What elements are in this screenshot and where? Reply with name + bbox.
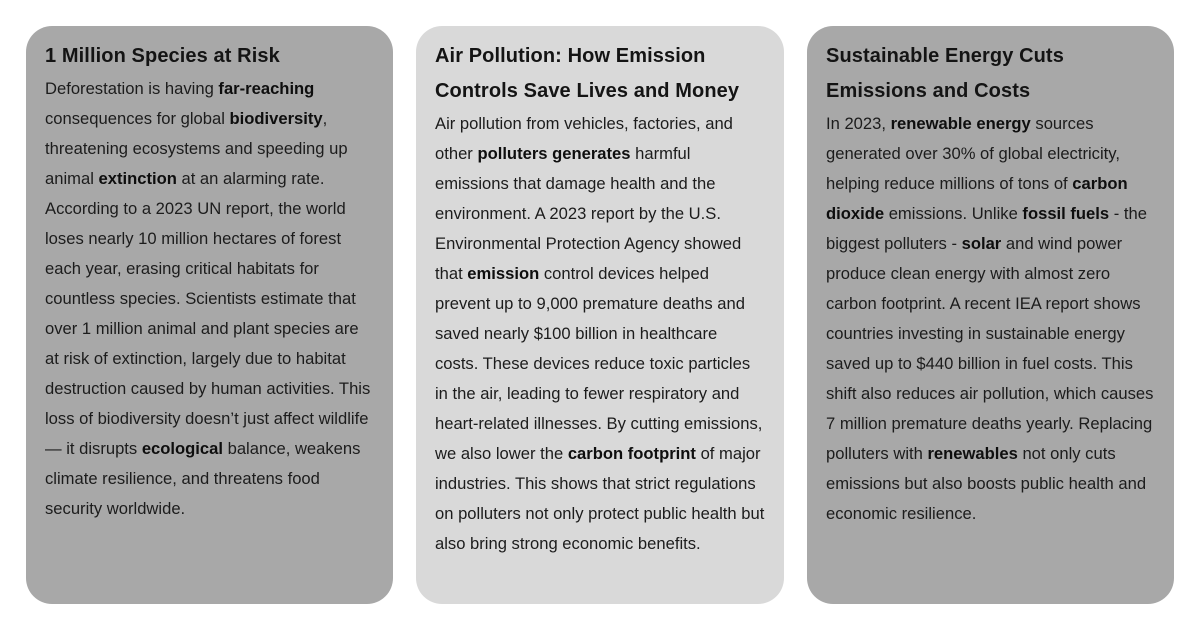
body-text: - the biggest polluters - [826,204,1147,253]
card-sustainable-energy [807,26,1174,604]
card-title: 1 Million Species at Risk [45,45,280,67]
highlighted-term: far-reaching [218,79,315,98]
body-text: , threatening ecosystems and speeding up animal [45,109,348,188]
highlighted-term: carbon dioxide [826,174,1128,223]
card-body [826,109,1155,529]
body-text: consequences for global [45,109,230,128]
highlighted-term: solar [961,234,1002,253]
body-text: balance, weakens climate resilience, and threatens food security worldwide. [45,439,361,518]
body-text: sources generated over 30% of global electricity, helping reduce millions of tons of [826,114,1120,193]
highlighted-term: carbon footprint [567,444,696,463]
body-text: of major industries. This shows that strict regulations on polluters not only protect public health but also bring strong economic benefits. [435,444,765,553]
body-text: harmful emissions that damage health and the environment. A 2023 report by the U.S. Environmental Protection Agency showed that [435,144,742,283]
body-text: emissions. Unlike [884,204,1023,223]
card-body [45,74,374,524]
body-text: Deforestation is having [45,79,219,98]
body-text: Air pollution from vehicles, factories, and other [435,114,733,163]
highlighted-term: biodiversity [229,109,323,128]
highlighted-term: fossil fuels [1022,204,1110,223]
body-text: and wind power produce clean energy with almost zero carbon footprint. A recent IEA report shows countries investing in sustainable energy saved up to $440 billion in fuel costs. This shift also reduces air pollution, which causes 7 million premature deaths yearly. Replacing polluters with [826,234,1154,463]
card-species-at-risk [26,26,393,604]
highlighted-term: emission [467,264,540,283]
highlighted-term: renewables [927,444,1018,463]
card-title: Air Pollution: How Emission Controls Save Lives and Money [435,45,740,102]
card-body [435,109,765,559]
card-air-pollution [416,26,784,604]
highlighted-term: ecological [141,439,223,458]
highlighted-term: renewable energy [890,114,1031,133]
body-text: In 2023, [826,114,891,133]
body-text: control devices helped prevent up to 9,000 premature deaths and saved nearly $100 billion in healthcare costs. These devices reduce toxic particles in the air, leading to fewer respiratory and heart-related illnesses. By cutting emissions, we also lower the [435,264,763,463]
highlighted-term: extinction [98,169,177,188]
card-title: Sustainable Energy Cuts Emissions and Costs [826,45,1064,102]
highlighted-term: polluters generates [477,144,631,163]
body-text: not only cuts emissions but also boosts public health and economic resilience. [826,444,1147,523]
body-text: at an alarming rate. According to a 2023 UN report, the world loses nearly 10 million hectares of forest each year, erasing critical habitats for countless species. Scientists estimate that over 1 million animal and plant species are at risk of extinction, largely due to habitat destruction caused by human activities. This loss of biodiversity doesn’t just affect wildlife — it disrupts [45,169,371,458]
